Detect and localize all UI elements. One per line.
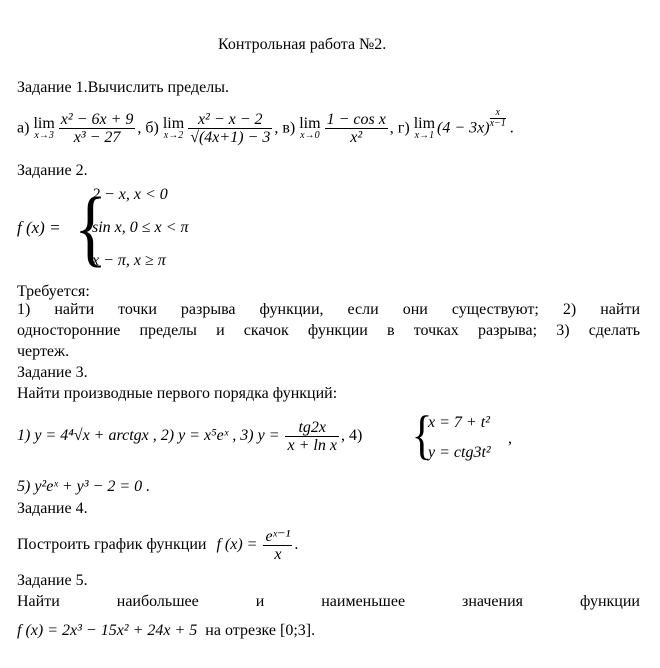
requirements-line-3: чертеж. (17, 343, 70, 360)
derivative-item-5: 5) y²eˣ + y³ − 2 = 0 . (17, 478, 151, 495)
task1-formulas (17, 108, 514, 146)
piecewise-case-1: 2 − x, x < 0 (92, 186, 168, 203)
piecewise-case-2: sin x, 0 ≤ x < π (92, 219, 189, 236)
task2-header: Задание 2. (17, 162, 88, 179)
fraction-v: $\frac{\text{1 − cos x}}{\text{x²}}$ (326, 111, 386, 147)
fraction-task4: $\frac{\text{eˣ⁻¹}}{x}$ (265, 527, 291, 563)
task5-line-2 (17, 622, 315, 640)
task1-v-label: , в) (274, 119, 296, 137)
task5-header: Задание 5. (17, 572, 88, 589)
piecewise-case-3: x − π, x ≥ π (92, 252, 166, 269)
piecewise-function-label: f (x) = (17, 218, 61, 237)
power-base-g: (4 − 3x) (437, 119, 490, 137)
task1-header: Задание 1.Вычислить пределы. (17, 79, 229, 96)
fraction-a: $\frac{\text{x² − 6x + 9}}{\text{x³ − 27}}$ (60, 111, 134, 147)
system-line-2: y = ctg3t² (428, 444, 491, 461)
exponent-g: $\frac{x}{x-1}$ (489, 107, 506, 129)
limit-b: lim x→2 (162, 114, 185, 141)
limit-a: lim x→3 (33, 114, 55, 141)
left-brace: { (74, 179, 108, 275)
task1-end: . (509, 119, 514, 137)
task4-header: Задание 4. (17, 500, 88, 517)
task4-text: Построить график функции f (x) = $\frac{\text{eˣ⁻¹}}{x}$ . (17, 527, 299, 563)
limit-v: lim x→0 (299, 114, 321, 141)
task1-a-label: а) (17, 119, 30, 137)
derivative-items-1-3: 1) y = 4⁴√x + arctgx , 2) y = x⁵eˣ , 3) y = (17, 427, 280, 444)
task1-b-label: , б) (137, 119, 159, 137)
task4-f-label: f (x) = (216, 536, 258, 553)
requirements-header: Требуется: (17, 283, 90, 300)
task3-header: Задание 3. (17, 364, 88, 381)
task3-text: Найти производные первого порядка функций: (17, 385, 338, 402)
task5-formula: f (x) = 2x³ − 15x² + 24x + 5 (17, 622, 198, 639)
page-title: Контрольная работа №2. (218, 36, 387, 53)
task5-interval: [0;3]. (280, 622, 316, 639)
fraction-b: $\frac{\text{x² − x − 2}}{√(4x+1) - 3}$ (190, 111, 271, 147)
requirements-line-1: 1) найти точки разрыва функции, если они существуют; 2) найти (17, 301, 640, 318)
requirements-line-2: односторонние пределы и скачок функции в точках разрыва; 3) сделать (17, 322, 640, 339)
task1-g-label: , г) (389, 119, 410, 137)
task5-tail: на отрезке (205, 622, 277, 639)
system-line-1: x = 7 + t² (428, 414, 490, 431)
system-brace: { (411, 405, 433, 465)
limit-g: lim x→1 (413, 114, 436, 141)
system-end: , (508, 430, 512, 447)
task5-line-1: Найти наибольшее и наименьшее значения функции (17, 593, 640, 610)
fraction-3: $\frac{tg2x}{\text{x + ln x}}$ (287, 418, 337, 454)
item4-label: , 4) (340, 427, 363, 444)
task3-items (17, 418, 362, 454)
